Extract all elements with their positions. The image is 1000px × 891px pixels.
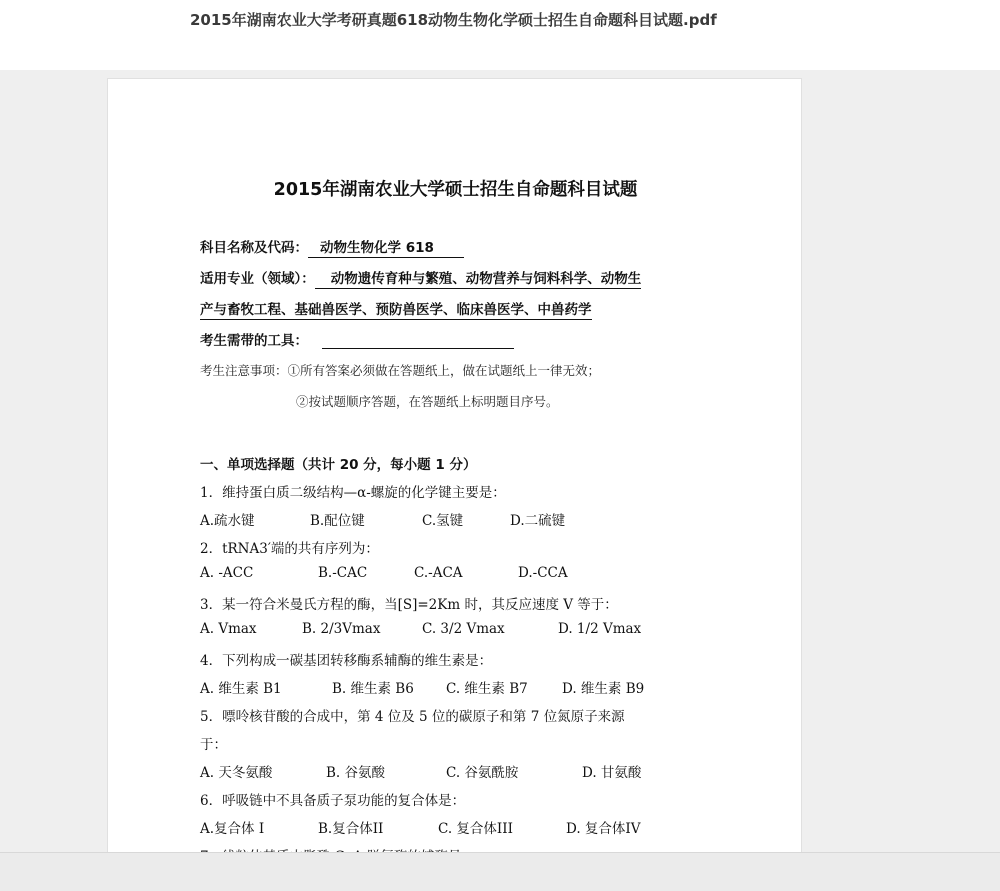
option: C. 复合体III [438, 821, 513, 837]
option: D. 维生素 B9 [562, 681, 645, 697]
option: C.氢键 [422, 513, 464, 529]
exam-title: 2015年湖南农业大学硕士招生自命题科目试题 [273, 180, 638, 200]
question-options [200, 565, 760, 585]
notice-line-1: 考生注意事项：①所有答案必须做在答题纸上，做在试题纸上一律无效； [200, 363, 601, 378]
option: B. 2/3Vmax [302, 621, 381, 637]
tools-blank [322, 334, 514, 349]
subject-value: 动物生物化学 618 [308, 236, 464, 258]
option: A. Vmax [200, 621, 257, 637]
question-stem: 6．呼吸链中不具备质子泵功能的复合体是： [200, 793, 466, 809]
pdf-viewer-area[interactable] [0, 70, 1000, 852]
option: B. 谷氨酸 [326, 765, 386, 781]
question-options [200, 761, 760, 781]
option: D.二硫键 [510, 513, 566, 529]
option: B. 维生素 B6 [332, 681, 414, 697]
viewer-footer-bar [0, 852, 1000, 891]
subject-label: 科目名称及代码： [200, 240, 308, 256]
option: C. 维生素 B7 [446, 681, 528, 697]
question-stem: 2．tRNA3′端的共有序列为： [200, 541, 379, 557]
subject-line [200, 236, 464, 258]
question-options [200, 509, 760, 529]
viewer-header [0, 0, 1000, 70]
question-options [200, 677, 760, 697]
option: B.-CAC [318, 565, 368, 581]
option: A.疏水键 [200, 513, 255, 529]
major-value-2: 产与畜牧工程、基础兽医学、预防兽医学、临床兽医学、中兽药学 [200, 298, 592, 320]
option: D. 复合体IV [566, 821, 641, 837]
option: B.复合体II [318, 821, 384, 837]
question-stem: 4．下列构成一碳基团转移酶系辅酶的维生素是： [200, 653, 493, 669]
major-value-1: 动物遗传育种与繁殖、动物营养与饲料科学、动物生 [315, 267, 642, 289]
question-stem: 1．维持蛋白质二级结构—α-螺旋的化学键主要是： [200, 485, 506, 501]
notice-line-2: ②按试题顺序答题，在答题纸上标明题目序号。 [296, 394, 559, 409]
option: A. 天冬氨酸 [200, 765, 273, 781]
document-file-title: 2015年湖南农业大学考研真题618动物生物化学硕士招生自命题科目试题.pdf [190, 11, 717, 29]
option: B.配位键 [310, 513, 365, 529]
option: D.-CCA [518, 565, 568, 581]
option: D. 1/2 Vmax [558, 621, 642, 637]
option: A. 维生素 B1 [200, 681, 282, 697]
tools-label: 考生需带的工具： [200, 333, 308, 349]
question-stem-continued: 于： [200, 737, 227, 753]
section-title: 一、单项选择题（共计 20 分，每小题 1 分） [200, 457, 477, 473]
option: A. -ACC [200, 565, 254, 581]
question-stem: 3．某一符合米曼氏方程的酶，当[S]=2Km 时，其反应速度 V 等于： [200, 597, 618, 613]
major-label: 适用专业（领域）： [200, 271, 315, 287]
option: A.复合体 I [200, 821, 265, 837]
option: D. 甘氨酸 [582, 765, 642, 781]
major-line-2 [200, 298, 592, 320]
major-line-1 [200, 267, 641, 289]
pdf-page [107, 78, 802, 878]
option: C. 3/2 Vmax [422, 621, 505, 637]
question-options [200, 621, 760, 641]
tools-line [200, 329, 514, 349]
question-options [200, 817, 760, 837]
option: C. 谷氨酰胺 [446, 765, 519, 781]
question-stem: 5．嘌呤核苷酸的合成中，第 4 位及 5 位的碳原子和第 7 位氮原子来源 [200, 709, 625, 725]
option: C.-ACA [414, 565, 463, 581]
